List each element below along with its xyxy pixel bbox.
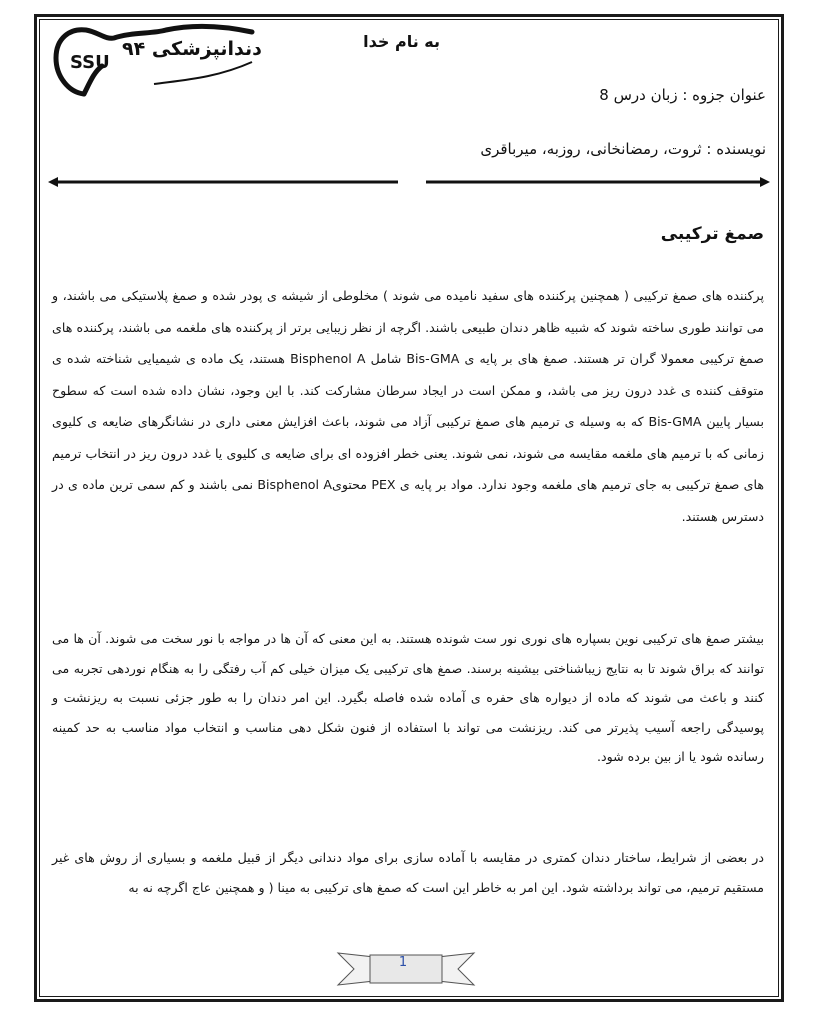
paragraph-3 xyxy=(52,843,764,903)
paragraph-2 xyxy=(52,624,764,772)
document-title: عنوان جزوه : زبان درس 8 xyxy=(599,86,766,104)
paragraph-3-text: در بعضی از شرایط، ساختار دندان کمتری در مقایسه با آماده سازی برای مواد دندانی دیگر از قبیل ملغمه و بسیاری از روش های غیر مستقیم ترمیم، می تواند برداشته شود. این امر به خاطر این است که صمغ های ترکیبی به مینا ( و همچنین عاج اگرچه نه به xyxy=(52,850,764,895)
paragraph-1 xyxy=(52,280,764,532)
logo-text: دندانپزشکی ۹۴ xyxy=(122,38,262,60)
right-arrow-divider xyxy=(426,176,770,188)
section-heading: صمغ ترکیبی xyxy=(660,224,764,244)
bismillah-heading: به نام خدا xyxy=(363,32,440,51)
paragraph-2-text: بیشتر صمغ های ترکیبی نوین بسپاره های نوری نور ست شونده هستند. به این معنی که آن ها در مواجه با نور سخت می شوند. آن ها می توانند که براق شوند تا به نتایج زیباشناختی بیشینه برسند. صمغ های ترکیبی یک میزان خیلی کم آب رفتگی را به هنگام نوردهی تجربه می کنند و باعث می شوند که ماده از دیواره های حفره ی آماده شده فاصله بگیرد. این امر دندان را به طور جزئی نسبت به ریزنشت و پوسیدگی راجعه آسیب پذیرتر می کند. ریزنشت می تواند با استفاده از فنون شکل دهی مناسب و انتخاب مواد مناسب به حد کمینه رسانده شود یا از بین برده شود. xyxy=(52,631,764,764)
logo-abbreviation: SSU xyxy=(70,52,110,73)
document-authors: نویسنده : ثروت، رمضانخانی، روزبه، میرباقری xyxy=(480,140,766,158)
paragraph-1-text: پرکننده های صمغ ترکیبی ( همچنین پرکننده های سفید نامیده می شوند ) مخلوطی از شیشه ی پودر شده و صمغ پلاستیکی می باشند، و می توانند طوری ساخته شوند که شبیه ظاهر دندان طبیعی باشند. اگرچه از نظر زیبایی برتر از پرکننده های ملغمه می باشند، پرکننده های صمغ ترکیبی معمولا گران تر هستند. صمغ های بر پایه ی Bis-GMA شامل Bisphenol A هستند، یک ماده ی شیمیایی شناخته شده ی متوقف کننده ی غدد درون ریز می باشد، و ممکن است در ایجاد سرطان مشارکت کند. با این وجود، نشان داده شده است که سطوح بسیار پایین Bis-GMA که به وسیله ی ترمیم های صمغ ترکیبی آزاد می شوند، باعث افزایش معنی داری در نشانگرهای ضایعه ی کلیوی زمانی که با ترمیم های ملغمه مقایسه می شوند، نمی شوند. یعنی خطر افزوده ای برای ضایعه ی کلیوی یا غدد درون ریز در انتخاب ترمیم های صمغ ترکیبی به جای ترمیم های ملغمه وجود ندارد. مواد بر پایه ی PEX محتویBisphenol A نمی باشند و کم سمی ترین ماده ی در دسترس هستند. xyxy=(52,288,764,524)
left-arrow-divider xyxy=(48,176,400,188)
page-number: 1 xyxy=(398,955,408,970)
